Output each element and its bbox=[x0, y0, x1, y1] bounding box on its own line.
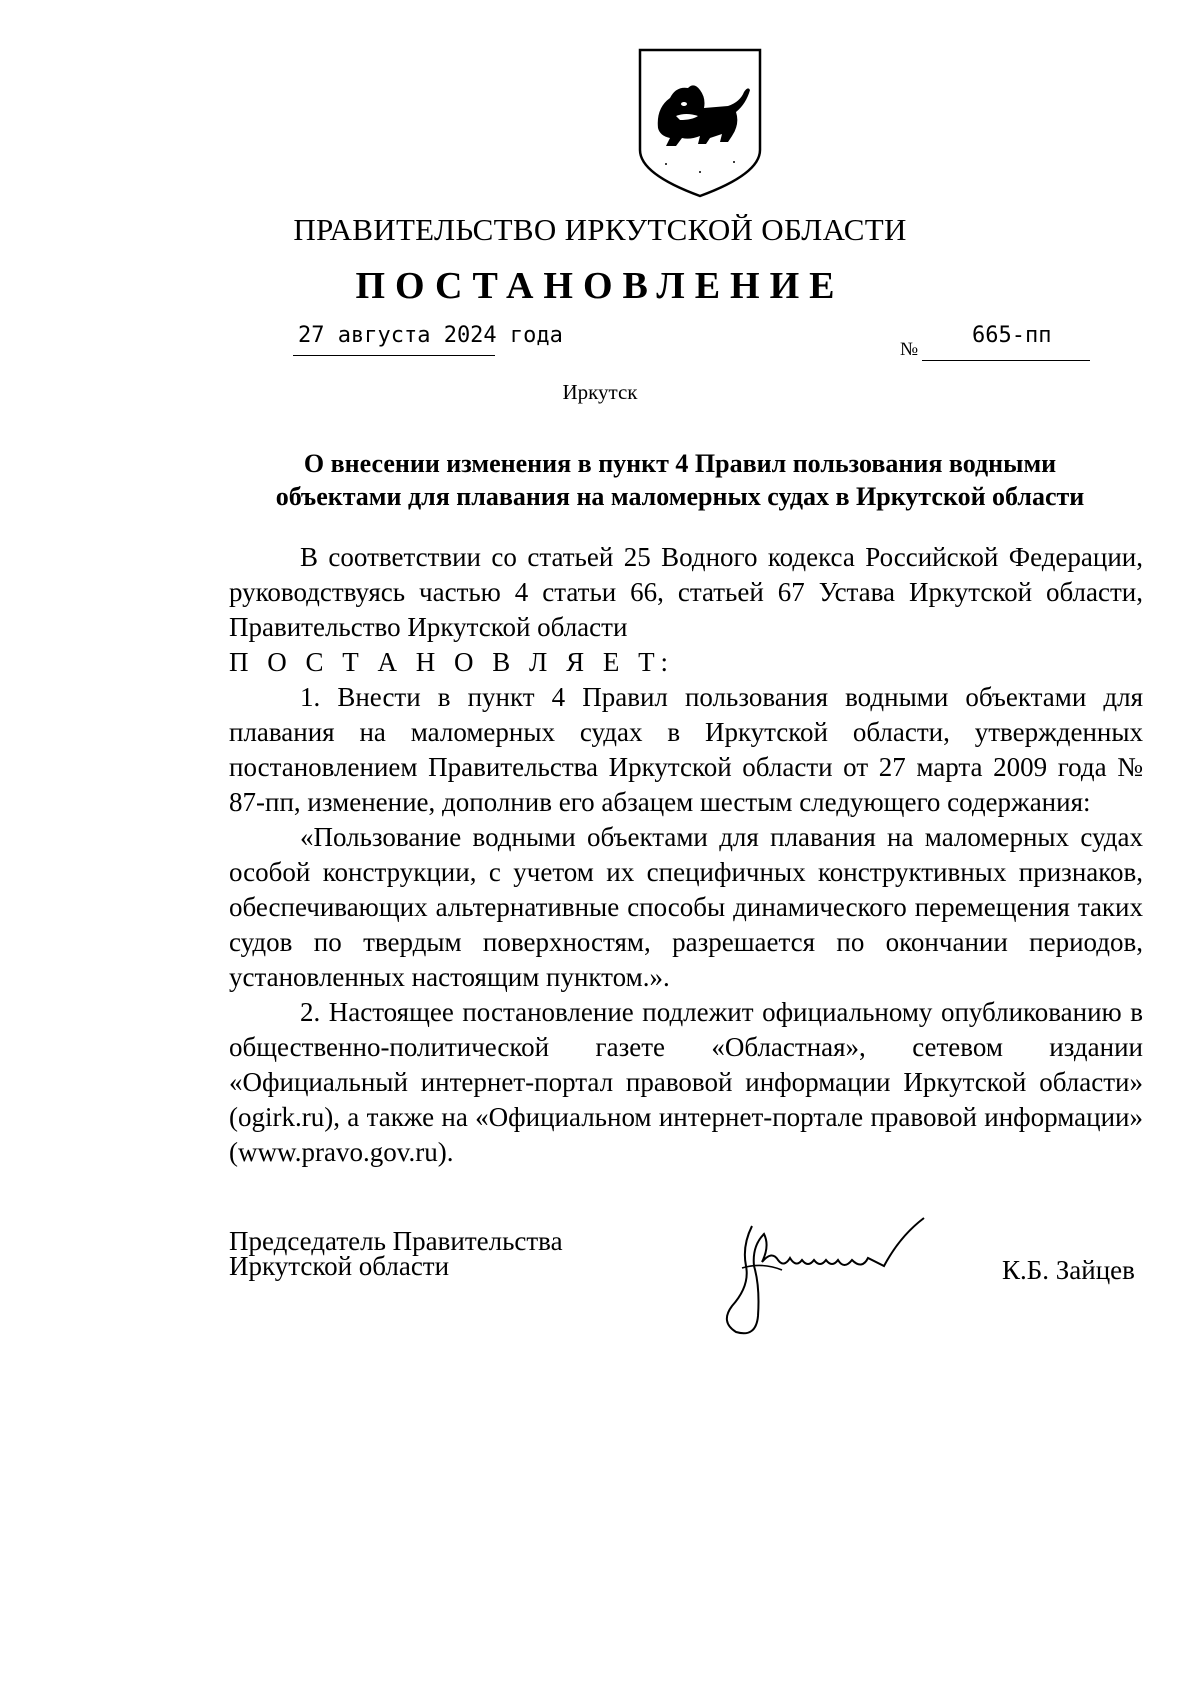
document-type-title: ПОСТАНОВЛЕНИЕ bbox=[355, 265, 845, 307]
handwritten-signature bbox=[712, 1206, 952, 1346]
number-underline bbox=[922, 360, 1090, 361]
document-subject bbox=[240, 447, 1120, 513]
preamble-paragraph: В соответствии со статьей 25 Водного кодекса Российской Федерации, руководствуясь частью 4 статьи 66, статьей 67 Устава Иркутской области, Правительство Иркутской области bbox=[229, 542, 1143, 642]
signer-name: К.Б. Зайцев bbox=[1002, 1255, 1135, 1285]
subject-line-2: объектами для плавания на маломерных судах в Иркутской области bbox=[275, 482, 1085, 511]
item-1-quote-paragraph: «Пользование водными объектами для плавания на маломерных судах особой конструкции, с учетом их специфичных конструктивных признаков, обеспечивающих альтернативные способы динамического перемещения таких судов по твердым поверхностям, разрешается по окончании периодов, установленных настоящим пунктом.». bbox=[229, 822, 1143, 992]
item-2-paragraph: 2. Настоящее постановление подлежит официальному опубликованию в общественно-политической газете «Областная», сетевом издании «Официальный интернет-портал правовой информации Иркутской области» (ogirk.ru), а также на «Официальном интернет-портале правовой информации» (www.pravo.gov.ru). bbox=[229, 997, 1143, 1167]
number-sign: № bbox=[900, 339, 919, 360]
decree-word: П О С Т А Н О В Л Я Е Т: bbox=[229, 647, 675, 677]
document-date: 27 августа 2024 года bbox=[298, 323, 563, 348]
document-body bbox=[229, 540, 1143, 1170]
subject-line-1: О внесении изменения в пункт 4 Правил пользования водными bbox=[303, 449, 1057, 478]
government-name: ПРАВИТЕЛЬСТВО ИРКУТСКОЙ ОБЛАСТИ bbox=[293, 212, 907, 247]
irkutsk-coat-of-arms-icon bbox=[636, 46, 764, 200]
position-line-1: Председатель Правительства bbox=[229, 1226, 563, 1256]
document-number: 665-пп bbox=[972, 323, 1052, 348]
position-line-2: Иркутской области bbox=[229, 1251, 450, 1281]
city-name: Иркутск bbox=[562, 380, 638, 404]
item-1-paragraph: 1. Внести в пункт 4 Правил пользования водными объектами для плавания на маломерных судах в Иркутской области, утвержденных постановлением Правительства Иркутской области от 27 марта 2009 года № 87-пп, изменение, дополнив его абзацем шестым следующего содержания: bbox=[229, 682, 1143, 817]
date-underline bbox=[293, 355, 495, 356]
signer-position bbox=[229, 1226, 563, 1281]
